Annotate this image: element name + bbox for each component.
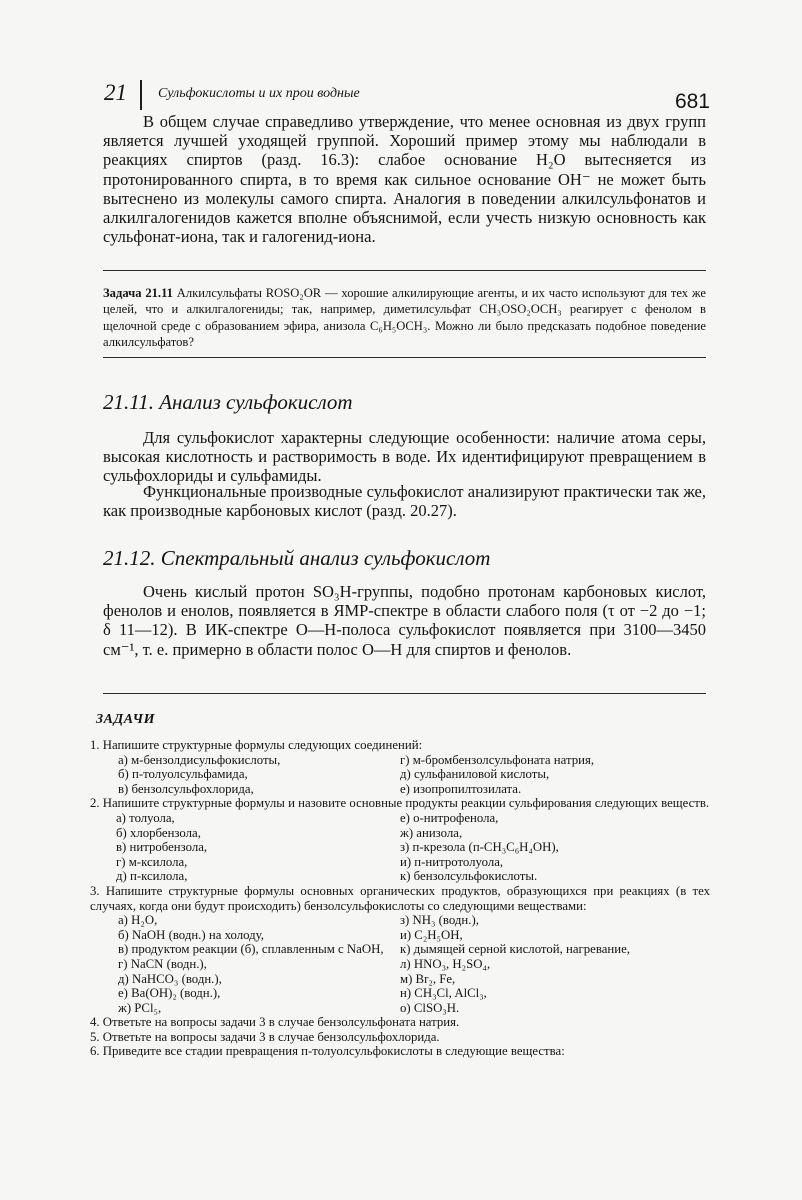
list-item: ж) PCl₅, [118,1000,162,1015]
intro-paragraph: В общем случае справедливо утверждение, что менее основная из двух групп является лучшей уходящей группой. Хороший пример этому мы наблюдали в реакциях спиртов (разд. 16.3): слабое основание H₂O вытесняется из протонированного спирта, в то время как сильное основание OH⁻ не может быть вытеснено из молекулы самого спирта. Аналогия в поведении алкилсульфонатов и алкилгалогенидов кажется вполне объяснимой, если учесть низкую основность как сульфонат-иона, так и галогенид-иона. [103,112,706,247]
task-3-options [90,913,710,1015]
list-item: к) бензолсульфокислоты. [400,869,538,884]
task-2-options [90,811,710,884]
section-heading-21-12: 21.12. Спектральный анализ сульфокислот [103,546,491,570]
list-item: е) изопропилтозилата. [400,781,522,796]
problem-text: Алкилсульфаты ROSO₂OR — хорошие алкилирующие агенты, и их часто используют для тех же целей, что и алкилгалогениды; так, например, диметилсульфат CH₃OSO₂OCH₃ реагирует с фенолом в щелочной среде с образованием эфира, анизола C₆H₅OCH₃. Можно ли было предсказать подобное поведение алкилсульфатов? [103,286,706,349]
tasks-top-rule [103,693,706,694]
problem-21-11 [103,285,706,350]
list-item: н) CH₃Cl, AlCl₃, [400,986,487,1001]
tasks-heading: ЗАДАЧИ [96,712,156,727]
section-21-11-paragraph-1: Для сульфокислот характерны следующие особенности: наличие атома серы, высокая кислотность и растворимость в воде. Их идентифицируют превращением в сульфохлориды и сульфамиды. [103,428,706,486]
list-item: е) о-нитрофенола, [400,810,499,825]
list-item: в) продуктом реакции (б), сплавленным с NaOH, [118,942,384,957]
list-item: л) HNO₃, H₂SO₄, [400,956,491,971]
list-item: а) толуола, [116,810,175,825]
problem-label: Задача 21.11 [103,286,173,300]
list-item: б) хлорбензола, [116,825,201,840]
task-3: 3. Напишите структурные формулы основных органических продуктов, образующихся при реакциях (в тех случаях, когда они будут происходить) бензолсульфокислоты со следующими веществами: [90,883,710,913]
task-5: 5. Ответьте на вопросы задачи 3 в случае бензолсульфохлорида. [90,1029,440,1044]
section-21-12-paragraph: Очень кислый протон SO₃H-группы, подобно протонам карбоновых кислот, фенолов и енолов, появляется в ЯМР-спектре в области слабого поля (τ от −2 до −1; δ 11—12). В ИК-спектре O—H-полоса сульфокислот появляется при 3100—3450 см⁻¹, т. е. примерно в области полос O—H для спиртов и фенолов. [103,582,706,659]
list-item: б) NaOH (водн.) на холоду, [118,927,264,942]
list-item: и) C₂H₅OH, [400,927,463,942]
list-item: а) H₂O, [118,913,158,928]
running-title: Сульфокислоты и их прои водные [158,86,360,101]
header-vertical-rule [140,80,142,110]
list-item: к) дымящей серной кислотой, нагревание, [400,942,630,957]
task-2: 2. Напишите структурные формулы и назовите основные продукты реакции сульфирования следующих веществ. [90,796,710,811]
list-item: з) NH₃ (водн.), [400,913,479,928]
list-item: о) ClSO₃H. [400,1000,460,1015]
list-item: д) п-ксилола, [116,869,188,884]
list-item: е) Ba(OH)₂ (водн.), [118,986,221,1001]
list-item: б) п-толуолсульфамида, [118,767,248,782]
list-item: в) бензолсульфохлорида, [118,781,254,796]
list-item: м) Br₂, Fe, [400,971,456,986]
section-21-11-paragraph-2: Функциональные производные сульфокислот анализируют практически так же, как производные карбоновых кислот (разд. 20.27). [103,482,706,521]
page-number: 681 [674,90,710,113]
list-item: г) NaCN (водн.), [118,956,207,971]
task-6: 6. Приведите все стадии превращения п-толуолсульфокислоты в следующие вещества: [90,1044,565,1059]
list-item: г) м-бромбензолсульфоната натрия, [400,752,595,767]
list-item: и) п-нитротолуола, [400,854,504,869]
task-1: 1. Напишите структурные формулы следующих соединений: [90,738,423,752]
section-heading-21-11: 21.11. Анализ сульфокислот [103,390,353,414]
list-item: з) п-крезола (п-CH₃C₆H₄OH), [400,840,559,855]
chapter-number: 21 [104,80,127,105]
list-item: а) м-бензолдисульфокислоты, [118,752,281,767]
problem-top-rule [103,270,706,271]
list-item: д) сульфаниловой кислоты, [400,767,550,782]
list-item: в) нитробензола, [116,840,208,855]
list-item: ж) анизола, [400,825,463,840]
tasks-list [90,738,710,1059]
task-1-options [90,753,710,797]
list-item: д) NaHCO₃ (водн.), [118,971,222,986]
problem-bottom-rule [103,357,706,358]
task-4: 4. Ответьте на вопросы задачи 3 в случае бензолсульфоната натрия. [90,1015,460,1030]
list-item: г) м-ксилола, [116,854,188,869]
